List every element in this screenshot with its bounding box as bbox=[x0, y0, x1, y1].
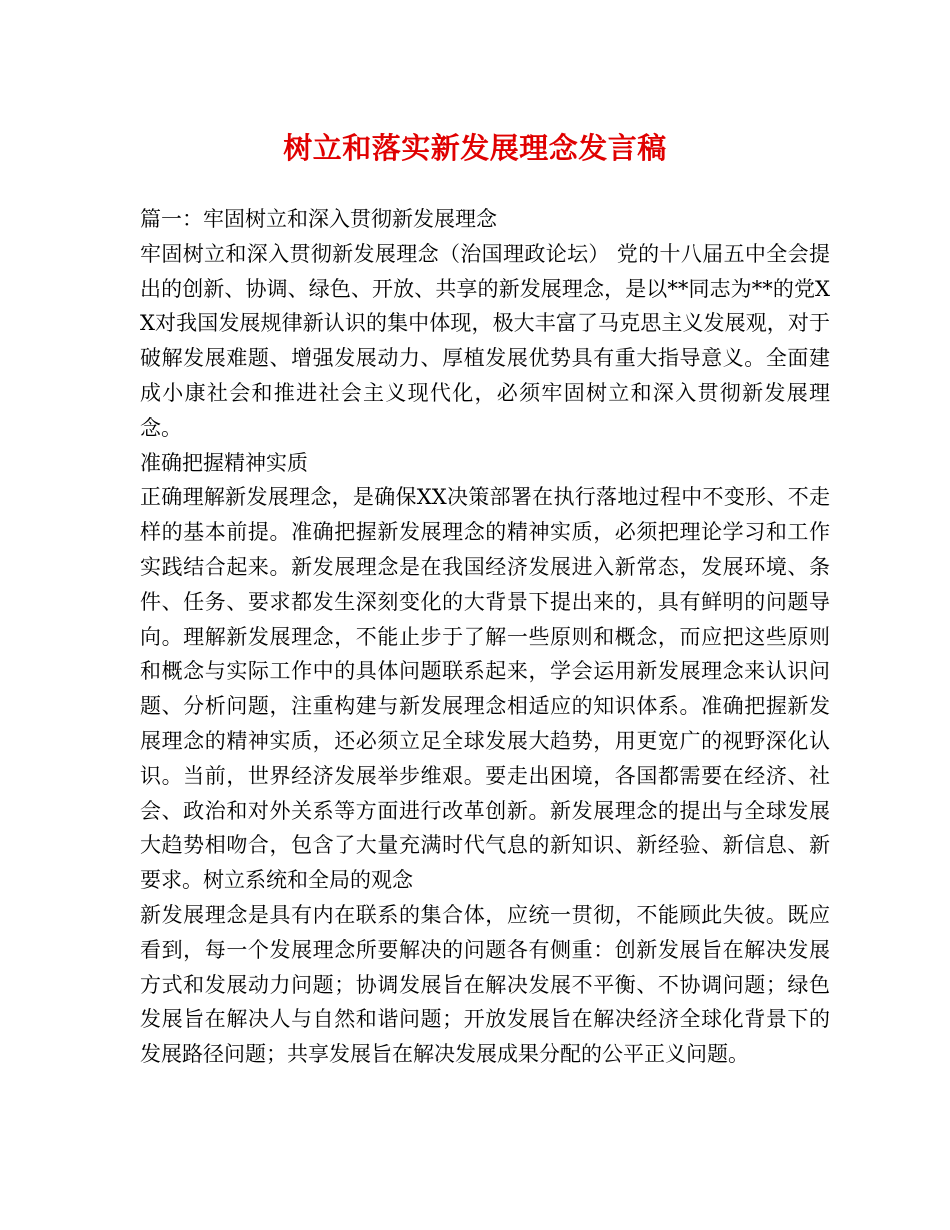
document-body bbox=[140, 202, 830, 1072]
section-heading: 准确把握精神实质 bbox=[140, 450, 308, 475]
body-paragraph: 新发展理念是具有内在联系的集合体，应统一贯彻，不能顾此失彼。既应看到，每一个发展理念所要解决的问题各有侧重：创新发展旨在解决发展方式和发展动力问题；协调发展旨在解决发展不平衡、不协调问题；绿色发展旨在解决人与自然和谐问题；开放发展旨在解决经济全球化背景下的发展路径问题；共享发展旨在解决发展成果分配的公平正义问题。 bbox=[140, 902, 830, 1067]
body-paragraph: 牢固树立和深入贯彻新发展理念（治国理政论坛） 党的十八届五中全会提出的创新、协调、绿色、开放、共享的新发展理念，是以**同志为**的党XX对我国发展规律新认识的集中体现，极大丰富了马克思主义发展观，对于破解发展难题、增强发展动力、厚植发展优势具有重大指导意义。全面建成小康社会和推进社会主义现代化，必须牢固树立和深入贯彻新发展理念。 bbox=[140, 241, 830, 440]
section-heading: 篇一：牢固树立和深入贯彻新发展理念 bbox=[140, 207, 497, 231]
body-paragraph: 正确理解新发展理念，是确保XX决策部署在执行落地过程中不变形、不走样的基本前提。准确把握新发展理念的精神实质，必须把理论学习和工作实践结合起来。新发展理念是在我国经济发展进入新常态，发展环境、条件、任务、要求都发生深刻变化的大背景下提出来的，具有鲜明的问题导向。理解新发展理念，不能止步于了解一些原则和概念，而应把这些原则和概念与实际工作中的具体问题联系起来，学会运用新发展理念来认识问题、分析问题，注重构建与新发展理念相适应的知识体系。准确把握新发展理念的精神实质，还必须立足全球发展大趋势，用更宽广的视野深化认识。当前，世界经济发展举步维艰。要走出困境，各国都需要在经济、社会、政治和对外关系等方面进行改革创新。新发展理念的提出与全球发展大趋势相吻合，包含了大量充满时代气息的新知识、新经验、新信息、新要求。树立系统和全局的观念 bbox=[140, 485, 830, 893]
document-title: 树立和落实新发展理念发言稿 bbox=[283, 131, 667, 165]
